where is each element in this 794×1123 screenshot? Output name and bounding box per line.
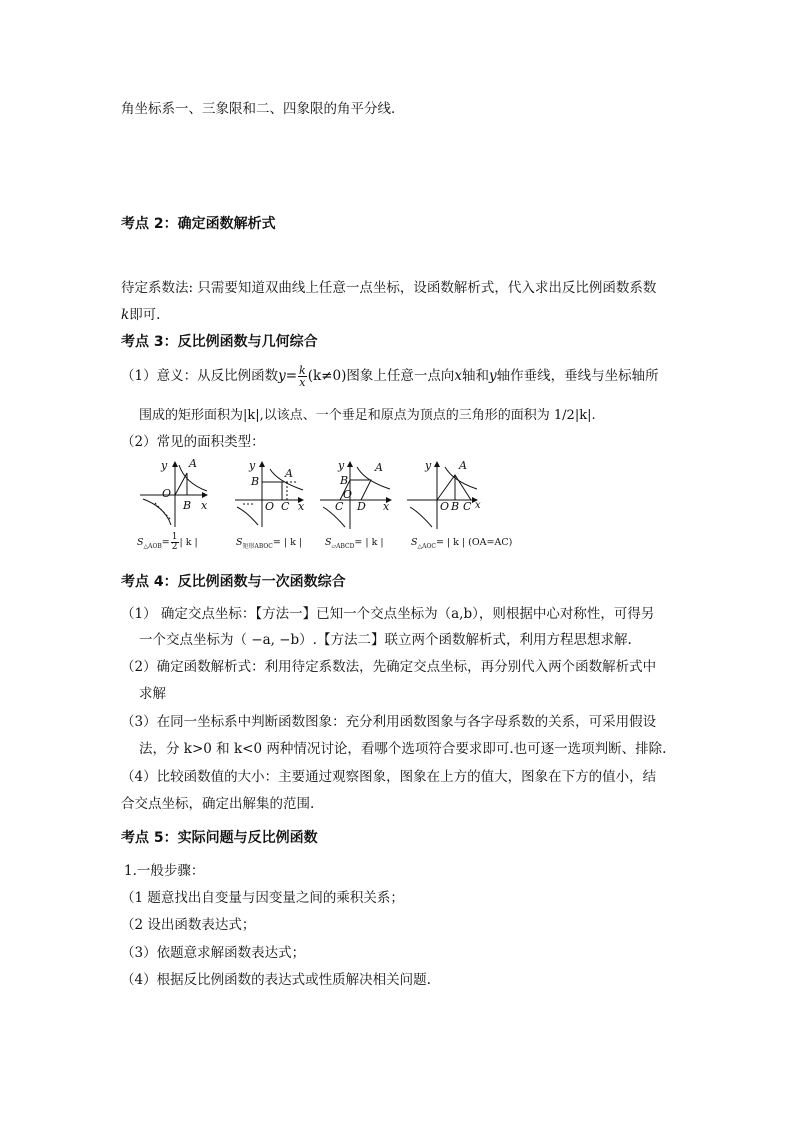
intro-line: 角坐标系一、三象限和二、四象限的角平分线． — [121, 101, 405, 117]
area-type-figures — [135, 457, 535, 557]
caption-4 — [411, 537, 512, 550]
kd4-line1: （1） 确定交点坐标：【方法一】已知一个交点坐标为（a,b），则根据中心对称性，可得另 — [121, 606, 655, 622]
kd4-line8: 合交点坐标，确定出解集的范围. — [121, 796, 315, 812]
fig1-curve-q3 — [143, 499, 171, 525]
fig3-label-c: C — [335, 500, 344, 513]
fig4-label-x: x — [475, 500, 481, 511]
fig1-label-o: O — [162, 487, 172, 500]
kd4-heading: 考点 4：反比例函数与一次函数综合 — [121, 574, 346, 590]
fig3-curve-q1 — [357, 467, 390, 489]
fig1-label-x: x — [201, 499, 208, 512]
fig4-label-y: y — [425, 459, 432, 472]
caption-1-num: 1 — [171, 532, 178, 542]
caption-3-s: S — [325, 537, 332, 548]
kd3-item1-b: (k≠0)图象上任意一点向 — [307, 368, 455, 384]
fig2-label-y: y — [249, 459, 256, 472]
figure-4-triangle-aoc — [407, 462, 477, 529]
kd2-k-var: k — [121, 307, 130, 323]
fig4-curve-q3 — [410, 507, 432, 527]
caption-1-den: 2 — [171, 542, 178, 552]
fig1-label-a: A — [189, 457, 197, 470]
kd4-line2: 一个交点坐标为（ −a, −b）.【方法二】联立两个函数解析式，利用方程思想求解. — [139, 632, 632, 648]
kd4-line6: 法，分 k>0 和 k<0 两种情况讨论，看哪个选项符合要求即可.也可逐一选项判断、排除. — [139, 741, 667, 757]
kd5-step-4: （4）根据反比例函数的表达式或性质解决相关问题. — [121, 972, 431, 988]
fig4-label-a: A — [459, 459, 467, 472]
fig2-label-c: C — [281, 500, 290, 513]
fig4-label-b: B — [451, 500, 460, 513]
kd3-heading: 考点 3：反比例函数与几何综合 — [121, 334, 318, 350]
kd3-fraction-den: x — [299, 376, 306, 389]
kd2-body-line1: 待定系数法: 只需要知道双曲线上任意一点坐标，设函数解析式，代入求出反比例函数系数 — [121, 280, 657, 296]
kd5-step-3: （3）依题意求解函数表达式； — [121, 945, 306, 961]
caption-3-sub: ▱ABCD — [331, 542, 355, 550]
kd3-fraction-num: k — [299, 364, 306, 377]
caption-2-sub: 矩形ABOC — [242, 542, 273, 550]
kd4-line3: （2）确定函数解析式：利用待定系数法，先确定交点坐标，再分别代入两个函数解析式中 — [121, 659, 657, 675]
fig2-curve-q3 — [237, 507, 258, 525]
fig3-label-x: x — [383, 500, 390, 513]
caption-1-eq: = — [161, 537, 170, 548]
kd3-item1-y: y — [488, 368, 497, 384]
figure-1-triangle-aob — [140, 462, 207, 527]
caption-2-rest: = | k | — [272, 537, 303, 548]
fig4-label-o: O — [440, 500, 450, 513]
fig1-label-y: y — [161, 459, 168, 472]
caption-4-sub: △AOC — [417, 542, 436, 550]
fig3-label-d: D — [357, 500, 366, 513]
fig4-label-c: C — [463, 500, 472, 513]
kd3-item1-d: 轴作垂线，垂线与坐标轴所 — [496, 368, 659, 384]
caption-1 — [137, 533, 198, 552]
kd3-item1-line1 — [121, 364, 659, 388]
kd2-heading: 考点 2：确定函数解析式 — [121, 216, 276, 232]
kd5-step-2: （2 设出函数表达式； — [121, 917, 256, 933]
caption-1-fraction — [171, 533, 179, 552]
kd4-line4: 求解 — [139, 686, 166, 702]
fig2-label-x: x — [298, 500, 305, 513]
fig2-label-o: O — [265, 500, 275, 513]
kd3-item2: （2）常见的面积类型： — [121, 434, 265, 450]
caption-1-sub: △AOB — [143, 542, 162, 550]
fig3-label-y: y — [338, 459, 345, 472]
kd3-item1-x: x — [454, 368, 462, 384]
caption-4-rest: = | k | (OA=AC) — [435, 537, 513, 548]
kd3-item1-a: （1）意义：从反比例函数 — [121, 368, 279, 384]
kd5-step-intro: 1.一般步骤： — [124, 863, 205, 879]
kd2-body-line2 — [121, 303, 160, 323]
caption-4-s: S — [411, 537, 418, 548]
fig1-triangle — [175, 473, 187, 495]
caption-1-k: | k | — [179, 537, 198, 548]
fig2-label-b: B — [251, 475, 260, 488]
fig2-label-a: A — [285, 467, 293, 480]
kd3-item1-c: 轴和 — [461, 368, 489, 384]
kd2-body-rest: 即可. — [129, 307, 161, 323]
fig3-label-a: A — [375, 461, 383, 474]
fig3-label-b: B — [340, 474, 349, 487]
kd3-item1-line2: 围成的矩形面积为|k|,以该点、一个垂足和原点为顶点的三角形的面积为 1/2|k|. — [139, 408, 596, 423]
fig4-triangle — [437, 475, 471, 500]
caption-2 — [236, 537, 302, 550]
kd5-heading: 考点 5：实际问题与反比例函数 — [121, 830, 318, 846]
kd3-item1-eq: y= — [278, 368, 298, 384]
kd4-line7: （4）比较函数值的大小：主要通过观察图象，图象在上方的值大，图象在下方的值小，结 — [121, 769, 657, 785]
kd5-step-1: （1 题意找出自变量与因变量之间的乘积关系； — [121, 890, 404, 906]
caption-1-s: S — [137, 537, 144, 548]
fig2-rectangle — [262, 482, 282, 500]
kd4-line5: （3）在同一坐标系中判断函数图象：充分利用函数图象与各字母系数的关系，可采用假设 — [121, 714, 657, 730]
kd3-item1-fraction — [298, 365, 307, 388]
fig3-label-o: O — [343, 488, 353, 501]
caption-3-rest: = | k | — [354, 537, 384, 548]
caption-2-s: S — [236, 537, 243, 548]
caption-3 — [325, 537, 384, 550]
fig1-label-b: B — [183, 499, 192, 512]
